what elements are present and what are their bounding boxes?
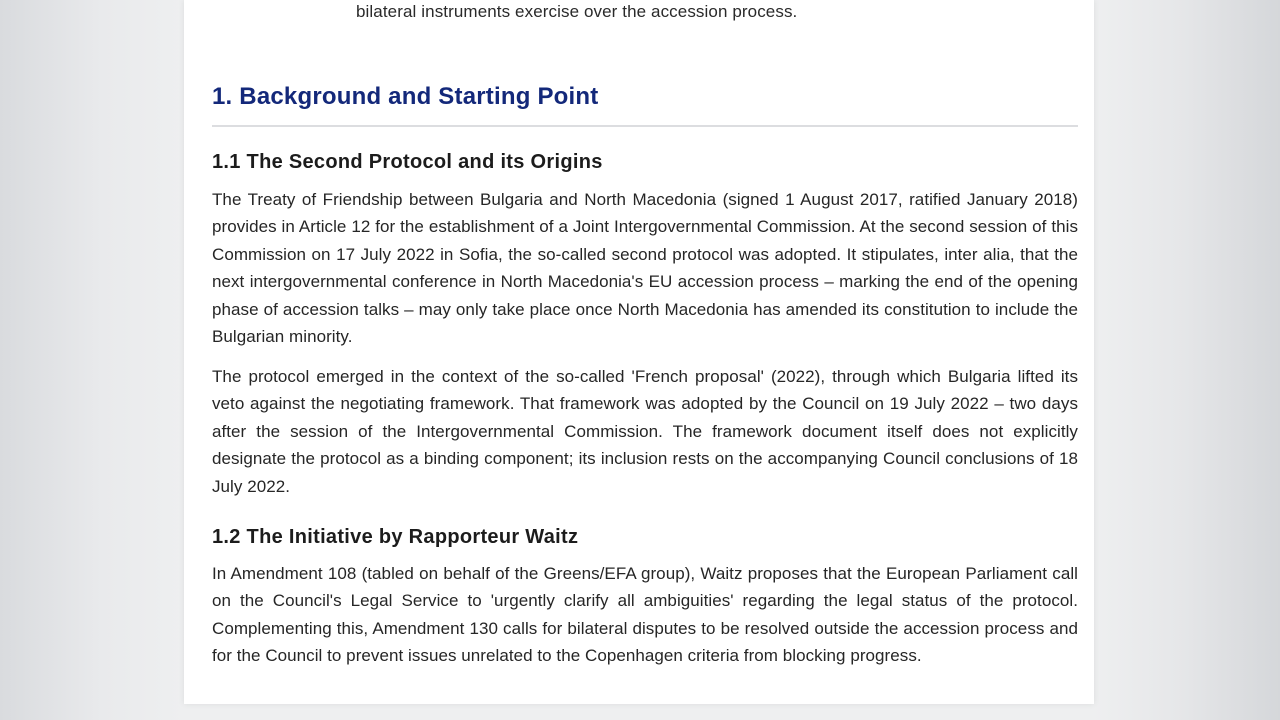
- paragraph: The Treaty of Friendship between Bulgaria and North Macedonia (signed 1 August 2017, ratified January 2018) provides in Article 12 for the establishment of a Joint Intergovernmental Commission. At the second session of this Commission on 17 July 2022 in Sofia, the so-called second protocol was adopted. It stipulates, inter alia, that the next intergovernmental conference in North Macedonia's EU accession process – marking the end of the opening phase of accession talks – may only take place once North Macedonia has amended its constitution to include the Bulgarian minority.: [212, 190, 1078, 347]
- section-heading: 1. Background and Starting Point: [212, 83, 599, 110]
- subsection-heading-1-1: 1.1 The Second Protocol and its Origins: [212, 151, 603, 173]
- section-divider: [212, 125, 1078, 127]
- subsection-heading-1-2: 1.2 The Initiative by Rapporteur Waitz: [212, 526, 579, 548]
- intro-text-tail: bilateral instruments exercise over the accession process.: [356, 2, 798, 21]
- paragraph: In Amendment 108 (tabled on behalf of the Greens/EFA group), Waitz proposes that the European Parliament call on the Council's Legal Service to 'urgently clarify all ambiguities' regarding the legal status of the protocol. Complementing this, Amendment 130 calls for bilateral disputes to be resolved outside the accession process and for the Council to prevent issues unrelated to the Copenhagen criteria from blocking progress.: [212, 564, 1078, 666]
- document-page: [184, 0, 1094, 704]
- paragraph: The protocol emerged in the context of the so-called 'French proposal' (2022), through which Bulgaria lifted its veto against the negotiating framework. That framework was adopted by the Council on 19 July 2022 – two days after the session of the Intergovernmental Commission. The framework document itself does not explicitly designate the protocol as a binding component; its inclusion rests on the accompanying Council conclusions of 18 July 2022.: [212, 367, 1078, 496]
